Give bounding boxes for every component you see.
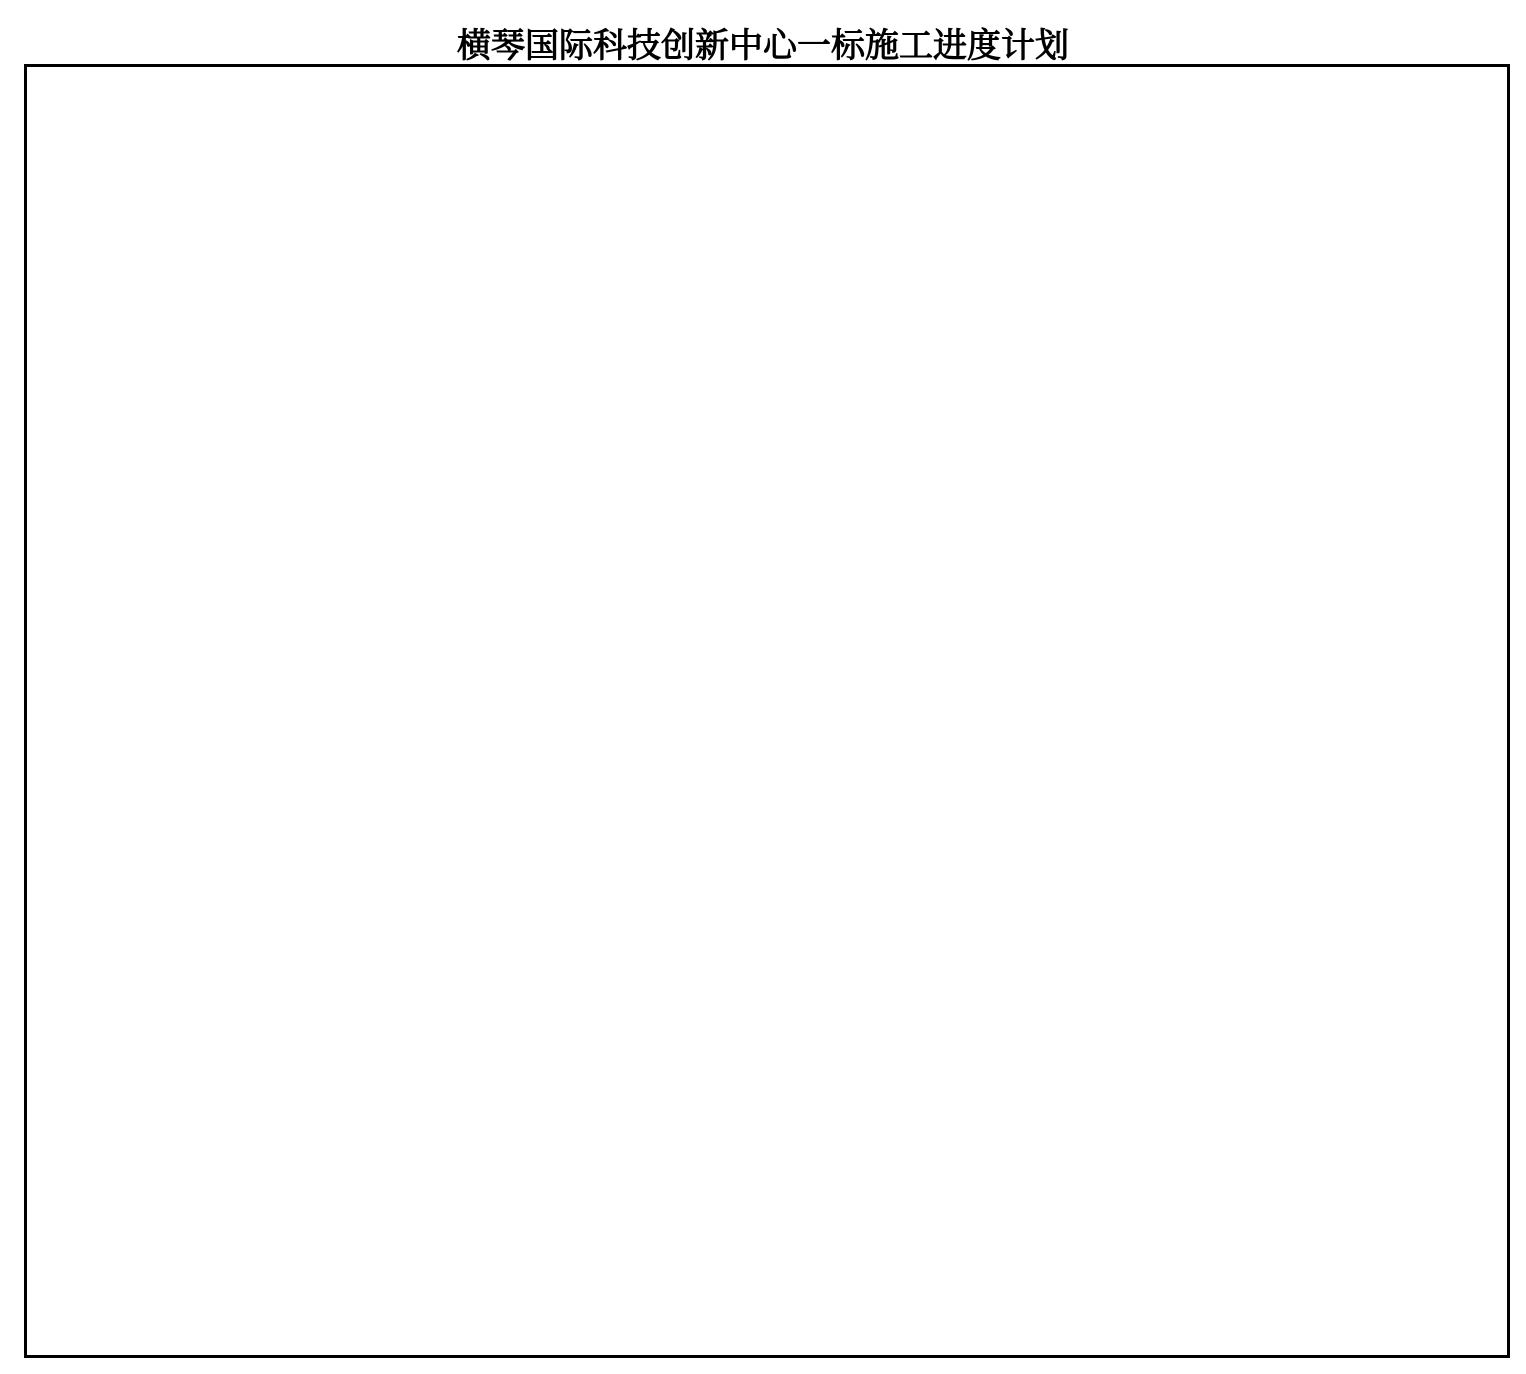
gantt-frame xyxy=(24,64,1510,1358)
page-title: 横琴国际科技创新中心一标施工进度计划 xyxy=(457,26,1069,66)
